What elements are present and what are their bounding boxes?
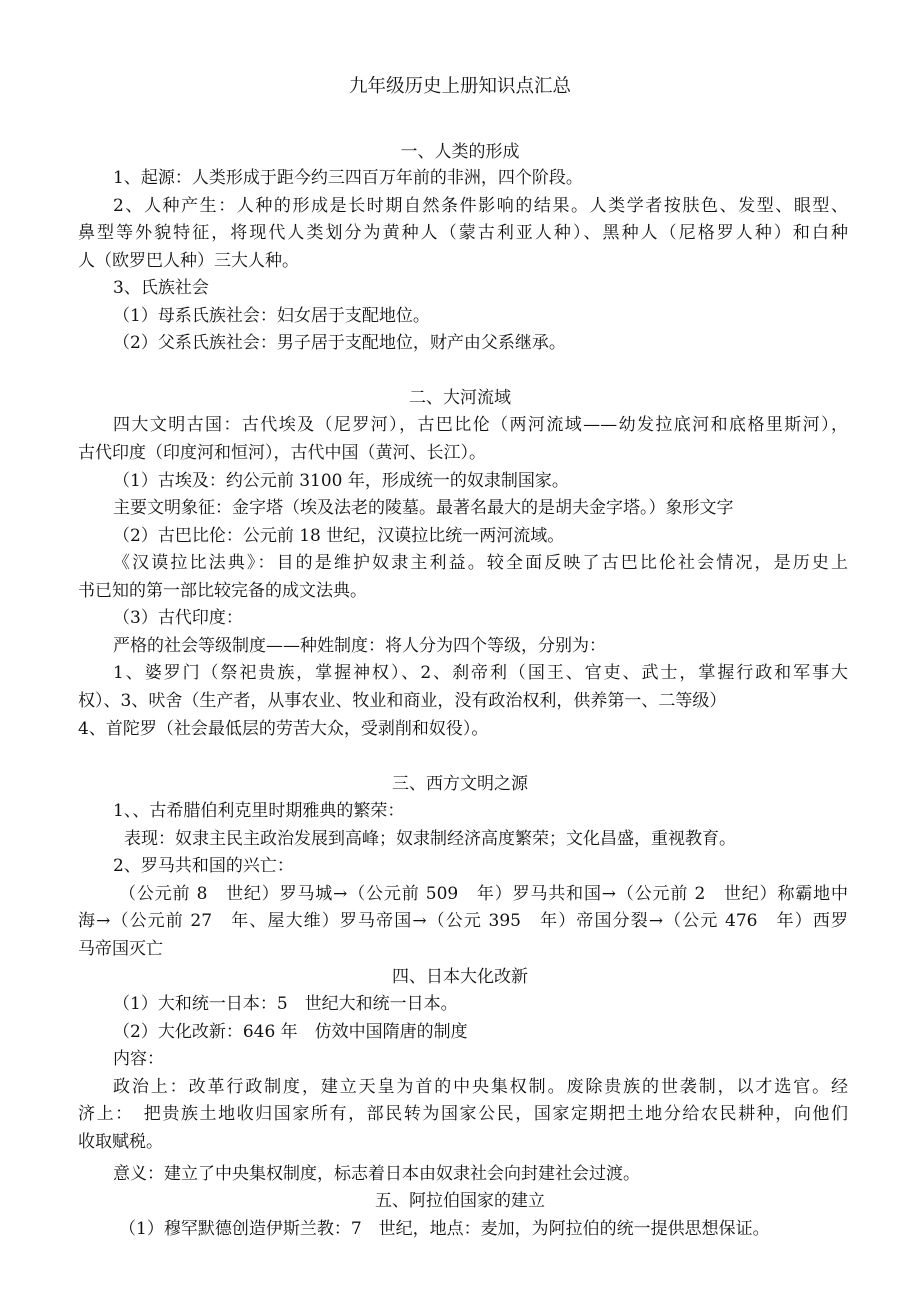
paragraph-line: 2、人种产生：人种的形成是长时期自然条件影响的结果。人类学者按肤色、发型、眼型、 [113, 196, 848, 216]
paragraph-line: 书已知的第一部比较完备的成文法典。 [78, 581, 367, 601]
paragraph-line: 济上： 把贵族土地收归国家所有，部民转为国家公民，国家定期把土地分给农民耕种，向他们 [78, 1104, 848, 1124]
paragraph-line: （1）大和统一日本：5 世纪大和统一日本。 [113, 994, 458, 1014]
paragraph-line: 权）、3、吠舍（生产者，从事农业、牧业和商业，没有政治权利，供养第一、二等级） [78, 691, 727, 711]
section-heading: 一、人类的形成 [400, 142, 520, 162]
paragraph-line: 古代印度（印度河和恒河），古代中国（黄河、长江）。 [78, 443, 486, 463]
paragraph-line: 四大文明古国：古代埃及（尼罗河），古巴比伦（两河流域——幼发拉底河和底格里斯河）， [113, 415, 848, 435]
paragraph-line: 《汉谟拉比法典》：目的是维护奴隶主利益。较全面反映了古巴比伦社会情况，是历史上 [113, 553, 848, 573]
paragraph-line: 海→（公元前 27 年、屋大维）罗马帝国→（公元 395 年）帝国分裂→（公元 476 年）西罗 [78, 911, 848, 931]
paragraph-line: 3、氏族社会 [113, 278, 209, 298]
paragraph-line: （1）穆罕默德创造伊斯兰教：7 世纪，地点：麦加，为阿拉伯的统一提供思想保证。 [119, 1219, 770, 1239]
paragraph-line: （2）古巴比伦：公元前 18 世纪，汉谟拉比统一两河流域。 [113, 526, 565, 546]
paragraph-line: 2、罗马共和国的兴亡： [113, 856, 294, 876]
paragraph-line: 严格的社会等级制度——种姓制度：将人分为四个等级，分别为： [113, 636, 606, 656]
paragraph-line: （公元前 8 世纪）罗马城→（公元前 509 年）罗马共和国→（公元前 2 世纪）称霸地中 [119, 884, 848, 904]
section-heading: 三、西方文明之源 [392, 774, 528, 794]
paragraph-line: 1、、古希腊伯利克里时期雅典的繁荣： [113, 801, 405, 821]
paragraph-line: 1、婆罗门（祭祀贵族，掌握神权）、2、刹帝利（国王、官吏、武士，掌握行政和军事大 [113, 663, 848, 683]
paragraph-line: 1、起源：人类形成于距今约三四百万年前的非洲，四个阶段。 [113, 168, 583, 188]
paragraph-line: （1）古埃及：约公元前 3100 年，形成统一的奴隶制国家。 [113, 471, 569, 491]
paragraph-line: 人（欧罗巴人种）三大人种。 [78, 251, 299, 271]
paragraph-line: 马帝国灭亡 [78, 939, 163, 959]
section-heading: 二、大河流域 [409, 388, 511, 408]
paragraph-line: 表现：奴隶主民主政治发展到高峰；奴隶制经济高度繁荣；文化昌盛，重视教育。 [124, 829, 736, 849]
paragraph-line: 政治上：改革行政制度，建立天皇为首的中央集权制。废除贵族的世袭制，以才选官。经 [113, 1077, 848, 1097]
paragraph-line: 鼻型等外貌特征，将现代人类划分为黄种人（蒙古利亚人种）、黑种人（尼格罗人种）和白种 [78, 223, 848, 243]
paragraph-line: 内容： [113, 1049, 164, 1069]
paragraph-line: 4、首陀罗（社会最低层的劳苦大众，受剥削和奴役）。 [78, 719, 489, 739]
paragraph-line: （2）大化改新：646 年 仿效中国隋唐的制度 [113, 1022, 468, 1042]
document-title: 九年级历史上册知识点汇总 [348, 76, 571, 97]
paragraph-line: 收取赋税。 [78, 1132, 163, 1152]
paragraph-line: （2）父系氏族社会：男子居于支配地位，财产由父系继承。 [113, 333, 566, 353]
paragraph-line: 意义：建立了中央集权制度，标志着日本由奴隶社会向封建社会过渡。 [113, 1164, 640, 1184]
paragraph-line: 主要文明象征：金字塔（埃及法老的陵墓。最著名最大的是胡夫金字塔。）象形文字 [113, 498, 734, 518]
section-heading: 四、日本大化改新 [392, 967, 528, 987]
section-heading: 五、阿拉伯国家的建立 [375, 1191, 545, 1211]
paragraph-line: （3）古代印度： [113, 608, 243, 628]
paragraph-line: （1）母系氏族社会：妇女居于支配地位。 [113, 306, 430, 326]
